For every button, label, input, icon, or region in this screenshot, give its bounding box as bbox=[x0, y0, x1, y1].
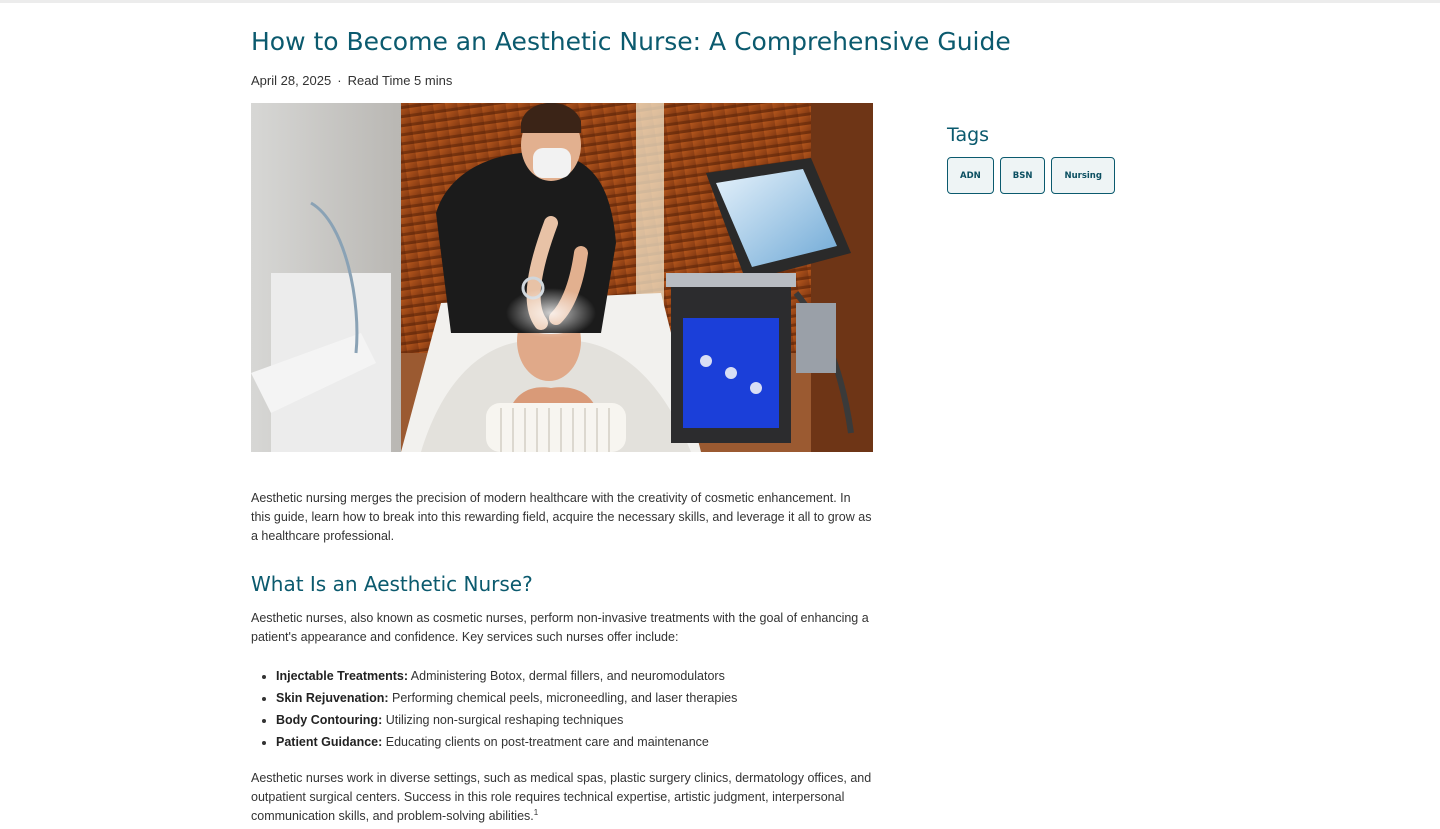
tag-bsn[interactable]: BSN bbox=[1000, 157, 1046, 194]
article-title: How to Become an Aesthetic Nurse: A Comprehensive Guide bbox=[251, 27, 1011, 56]
tag-nursing[interactable]: Nursing bbox=[1051, 157, 1114, 194]
list-item bbox=[276, 731, 873, 753]
read-time: Read Time 5 mins bbox=[347, 73, 453, 88]
article-body bbox=[251, 489, 873, 826]
publish-date: April 28, 2025 bbox=[251, 73, 332, 88]
footnote-link[interactable]: 1 bbox=[533, 807, 539, 817]
services-list bbox=[251, 665, 873, 753]
tag-list bbox=[947, 157, 1115, 194]
list-item-text: Performing chemical peels, microneedling, and laser therapies bbox=[388, 691, 738, 705]
sidebar bbox=[947, 122, 1115, 194]
list-item-text: Administering Botox, dermal fillers, and neuromodulators bbox=[408, 669, 725, 683]
closing-text: Aesthetic nurses work in diverse settings, such as medical spas, plastic surgery clinics, dermatology offices, and outpatient surgical centers. Success in this role requires technical expertise, artistic judgment, interpersonal communication skills, and problem-solving abilities. bbox=[251, 771, 872, 823]
hero-image bbox=[251, 103, 873, 452]
tags-title: Tags bbox=[947, 124, 990, 146]
section-heading: What Is an Aesthetic Nurse? bbox=[251, 572, 533, 596]
list-item-term: Injectable Treatments: bbox=[276, 669, 408, 683]
header-divider bbox=[0, 0, 1440, 3]
article-meta bbox=[251, 72, 452, 90]
list-item-text: Utilizing non-surgical reshaping techniques bbox=[382, 713, 624, 727]
tag-adn[interactable]: ADN bbox=[947, 157, 994, 194]
list-item bbox=[276, 709, 873, 731]
list-item-term: Skin Rejuvenation: bbox=[276, 691, 389, 705]
intro-paragraph: Aesthetic nursing merges the precision of modern healthcare with the creativity of cosmetic enhancement. In this guide, learn how to break into this rewarding field, acquire the necessary skills, and leverage it all to grow as a healthcare professional. bbox=[251, 491, 872, 543]
section-paragraph: Aesthetic nurses, also known as cosmetic nurses, perform non-invasive treatments with the goal of enhancing a patient's appearance and confidence. Key services such nurses offer include: bbox=[251, 611, 869, 644]
list-item bbox=[276, 665, 873, 687]
list-item bbox=[276, 687, 873, 709]
meta-separator: · bbox=[337, 73, 342, 88]
list-item-text: Educating clients on post-treatment care and maintenance bbox=[382, 735, 709, 749]
list-item-term: Patient Guidance: bbox=[276, 735, 383, 749]
next-section-heading-cutoff bbox=[251, 815, 671, 829]
list-item-term: Body Contouring: bbox=[276, 713, 383, 727]
